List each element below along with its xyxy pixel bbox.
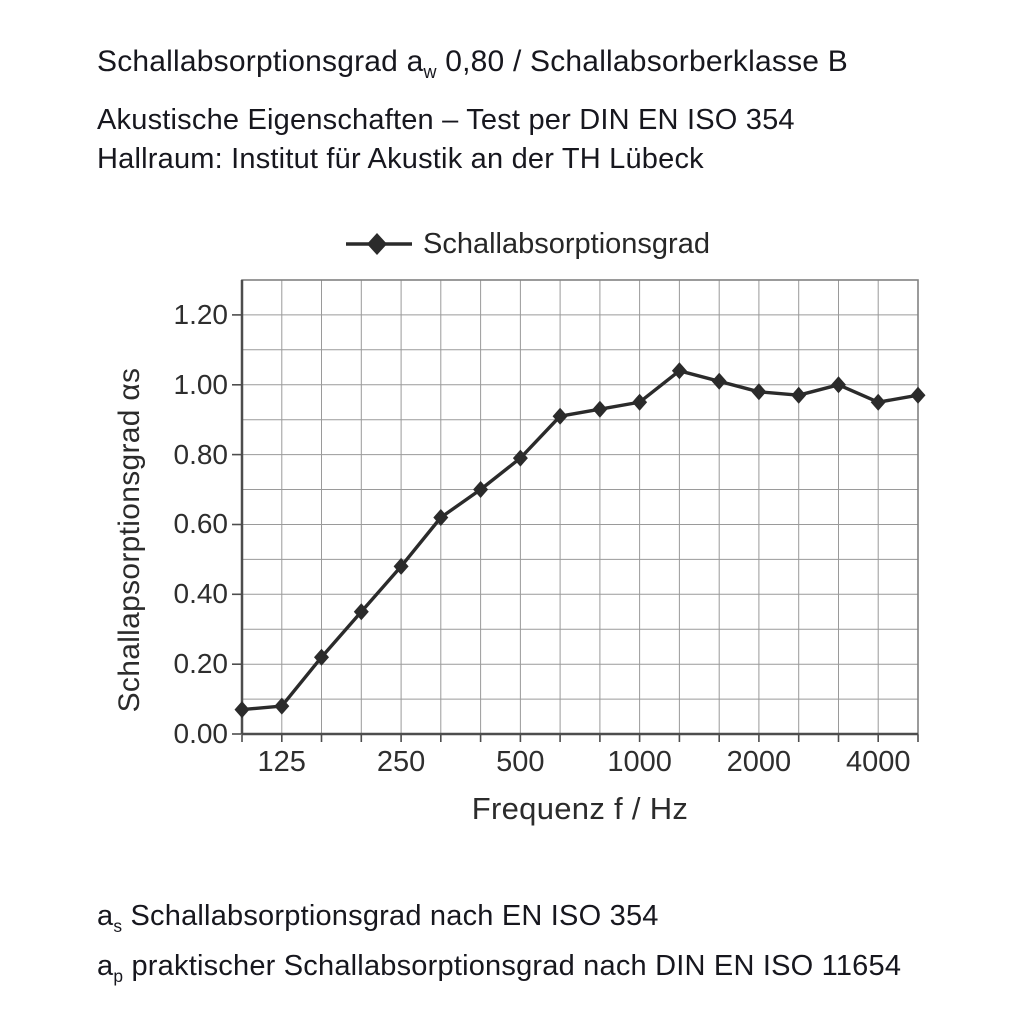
data-point xyxy=(871,394,886,411)
x-tick-label: 2000 xyxy=(726,746,792,778)
y-tick-label: 0.20 xyxy=(173,648,228,680)
data-point xyxy=(831,376,846,393)
y-tick-label: 1.00 xyxy=(173,368,228,400)
title-subscript: w xyxy=(423,62,437,83)
data-point xyxy=(791,387,806,404)
subtitle-line-2: Hallraum: Institut für Akustik an der TH Lübeck xyxy=(97,143,704,175)
y-tick-label: 1.20 xyxy=(173,298,228,330)
legend-label: Schallabsorptionsgrad xyxy=(423,227,710,260)
legend-diamond-marker-icon xyxy=(346,227,412,261)
y-tick-label: 0.40 xyxy=(173,578,228,610)
data-point xyxy=(751,383,766,400)
subtitle xyxy=(97,101,795,179)
data-point xyxy=(592,401,607,418)
page-title xyxy=(97,44,848,90)
footnote-alpha-s xyxy=(97,896,901,946)
footnote-alpha-p xyxy=(97,946,901,996)
absorption-line-chart xyxy=(230,278,930,748)
axis-ticks xyxy=(232,315,918,742)
x-tick-label: 500 xyxy=(496,746,545,778)
plot-frame xyxy=(242,280,918,734)
footnote-1-subscript: s xyxy=(113,915,123,936)
x-tick-label: 250 xyxy=(376,746,426,778)
footnote-1-symbol: a xyxy=(97,900,114,932)
footnote-2-text: praktischer Schallabsorptionsgrad nach DIN EN ISO 11654 xyxy=(123,949,902,982)
x-tick-label: 125 xyxy=(257,746,306,778)
data-point xyxy=(235,701,250,718)
x-tick-label: 1000 xyxy=(607,746,672,778)
data-point xyxy=(911,387,926,404)
chart-legend xyxy=(346,227,710,261)
footnote-2-symbol: a xyxy=(97,949,114,982)
y-tick-label: 0.80 xyxy=(173,438,228,470)
y-tick-label: 0.60 xyxy=(173,508,228,540)
footnote-2-subscript: p xyxy=(113,965,124,986)
subtitle-line-1: Akustische Eigenschaften – Test per DIN EN ISO 354 xyxy=(97,104,795,136)
data-point-markers xyxy=(235,362,926,718)
y-tick-label: 0.00 xyxy=(173,718,228,749)
series-line xyxy=(242,371,918,710)
title-text: Schallabsorptionsgrad a xyxy=(97,45,424,78)
gridlines xyxy=(242,280,918,734)
footnotes xyxy=(97,896,901,996)
data-point xyxy=(712,373,727,390)
title-suffix: 0,80 / Schallabsorberklasse B xyxy=(436,45,848,78)
y-axis-title: Schallapsorptionsgrad αs xyxy=(113,367,146,713)
x-tick-label: 4000 xyxy=(845,746,911,778)
x-axis-title: Frequenz f / Hz xyxy=(471,791,689,826)
footnote-1-text: Schallabsorptionsgrad nach EN ISO 354 xyxy=(122,900,659,932)
